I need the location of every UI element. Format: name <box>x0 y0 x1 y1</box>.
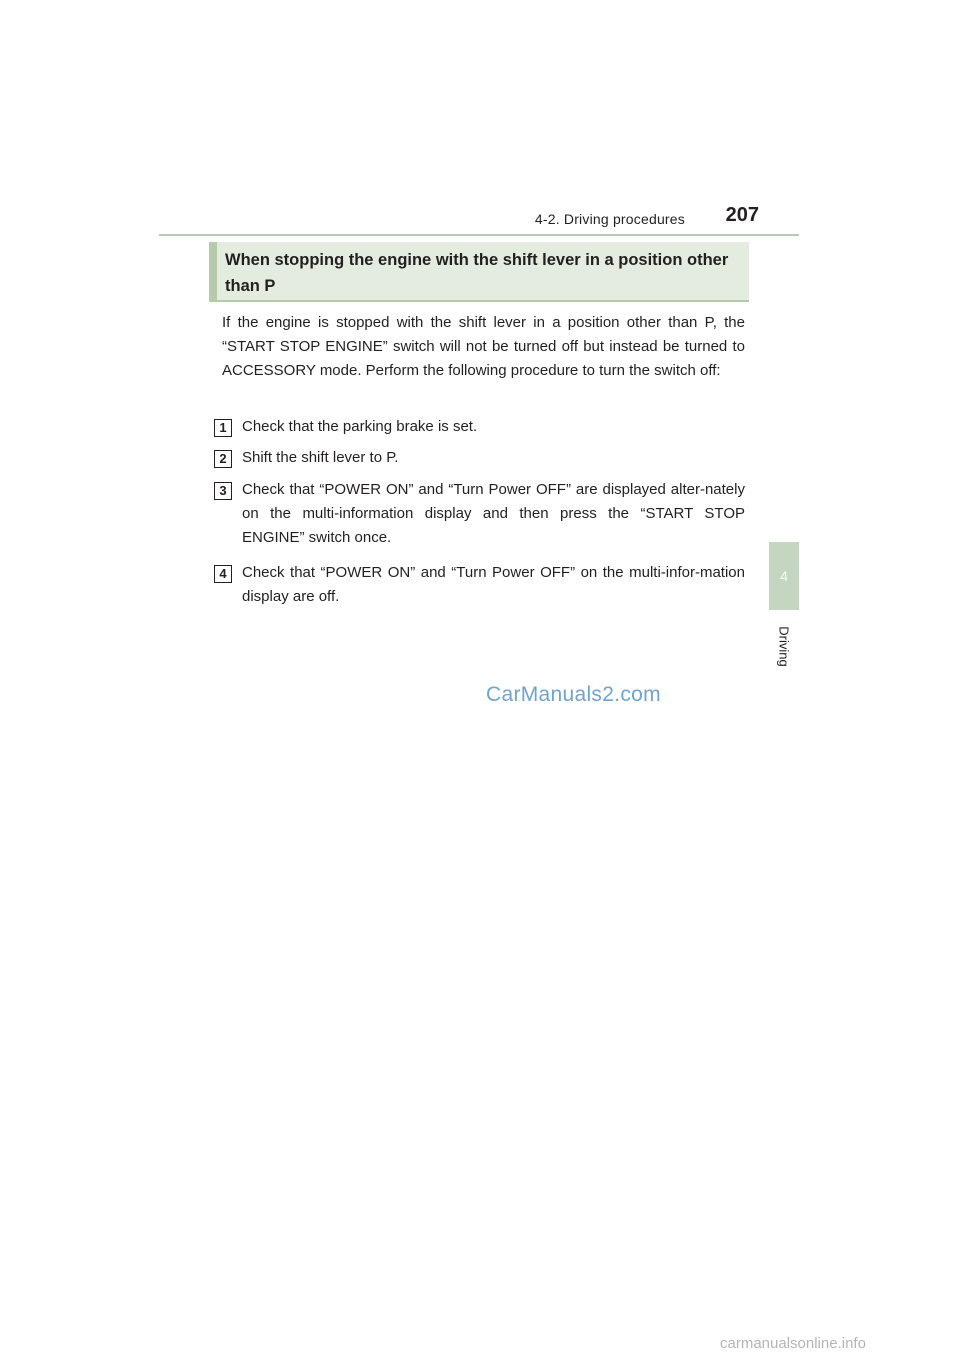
step-text: Check that “POWER ON” and “Turn Power OFF” are displayed alter-nately on the multi-information display and then press the “START STOP ENGINE” switch once. <box>242 481 745 546</box>
chapter-label-text: Driving <box>776 625 792 667</box>
footer-watermark: carmanualsonline.info <box>720 1335 866 1352</box>
step-number-badge: 3 <box>214 482 232 500</box>
intro-paragraph: If the engine is stopped with the shift lever in a position other than P, the “START STOP ENGINE” switch will not be turned off but instead be turned to ACCESSORY mode. Perform the following procedure to turn the switch off: <box>222 314 745 379</box>
step-text: Check that the parking brake is set. <box>242 418 478 435</box>
page-number: 207 <box>725 204 759 226</box>
step-text: Check that “POWER ON” and “Turn Power OFF” on the multi-infor-mation display are off. <box>242 564 745 605</box>
section-title: When stopping the engine with the shift lever in a position other than P <box>225 251 729 295</box>
step-text: Shift the shift lever to P. <box>242 449 399 466</box>
chapter-number: 4 <box>780 568 788 584</box>
section-title-box <box>209 242 749 302</box>
step-number-badge: 1 <box>214 419 232 437</box>
step-number-badge: 2 <box>214 450 232 468</box>
step-number-badge: 4 <box>214 565 232 583</box>
chapter-tab <box>769 542 799 610</box>
chapter-label <box>776 618 792 674</box>
page-header <box>159 204 799 234</box>
watermark-text: CarManuals2.com <box>486 683 661 706</box>
header-rule <box>159 234 799 236</box>
header-section-title: 4-2. Driving procedures <box>534 211 685 227</box>
